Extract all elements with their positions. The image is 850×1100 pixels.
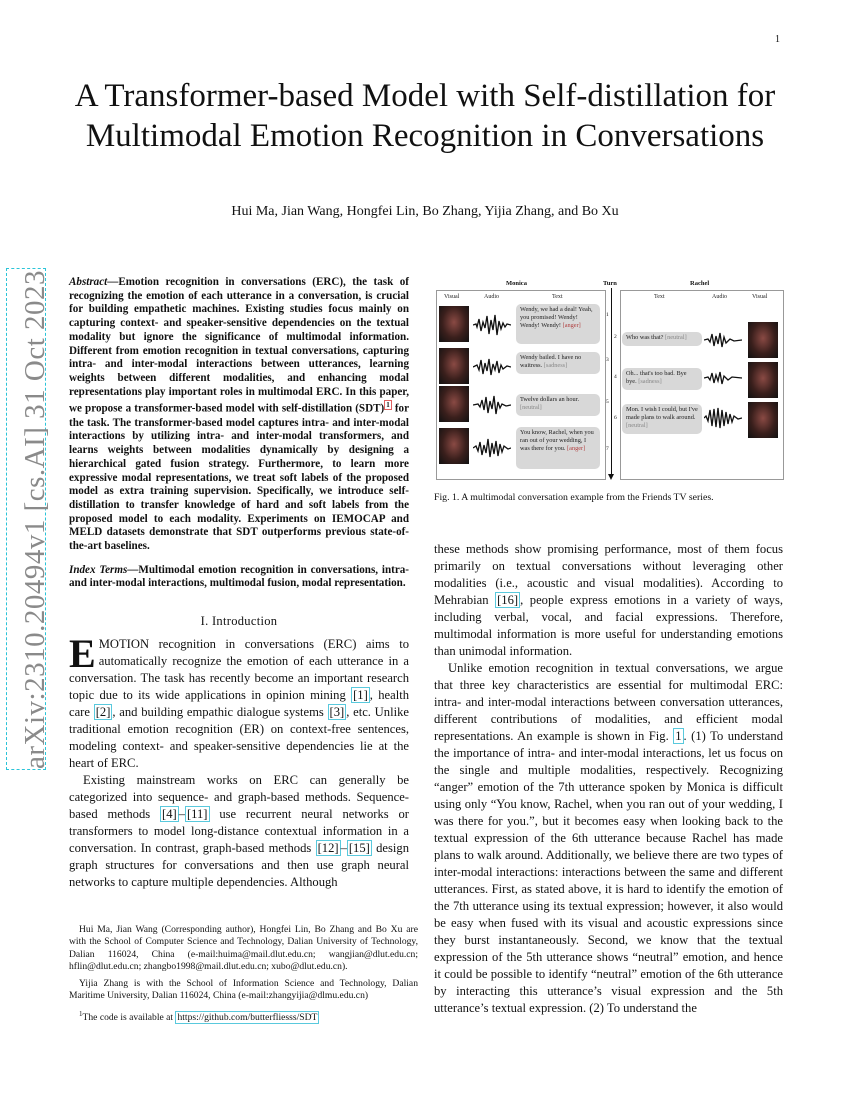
audio-waveform [704,406,742,430]
column-header-text: Text [552,294,563,300]
audio-waveform [473,355,511,379]
audio-waveform [473,393,511,417]
intro-text: MOTION recognition in conversations (ERC) aims to automatically recognize the emotion of each utterance in a conversation. The task has recently become an important research topic due to its wide applications in opinion mining [69,637,409,703]
section-heading-introduction: I. Introduction [200,614,278,629]
right-paragraph-2 [434,660,783,1017]
column-header-visual: Visual [752,294,768,300]
emotion-label: [sadness] [543,362,568,370]
turn-tick: 1 [606,312,609,318]
citation-link[interactable]: [4] [162,807,177,822]
column-header-visual: Visual [444,294,460,300]
utterance-bubble [516,352,600,374]
monica-face-image [439,428,469,464]
utterance-bubble [516,394,600,416]
page-number: 1 [775,34,780,45]
code-footnote [69,1008,418,1024]
utterance-text: Mon. I wish I could, but I've made plans to walk around. [626,406,698,422]
arxiv-identifier[interactable]: arXiv:2310.20494v1 [cs.AI] 31 Oct 2023 [19,269,51,769]
index-terms [69,564,409,591]
column-header-audio: Audio [712,294,727,300]
utterance-bubble [516,427,600,469]
body-text: these methods show promising performance, most of them focus primarily on textual conversations without leveraging other modalities (i.e., acoustic and visual modalities). According to Mehrabian [434,542,783,607]
body-text: Unlike emotion recognition in textual conversations, we argue that three key characteristics are essential for multimodal ERC: intra- and inter-modal interactions between conversation utterances, different contributions of modalities, and efficient modal representations. An example is shown in Fig. [434,661,783,743]
abstract-text-after: for the task. The transformer-based model captures intra- and inter-modal interactions by utilizing intra- and inter-modal transformers, and learns weights between modalities dynamically by designing a hierarchical gated fusion strategy. Furthermore, to learn more expressive modal representations, we treat soft labels of the proposed model as extra training supervision. Specifically, we introduce self-distillation to transfer knowledge of hard and soft labels from the proposed model to each modality. Experiments on IEMOCAP and MELD datasets demonstrate that SDT outperforms previous state-of-the-art baselines. [69,403,409,553]
rachel-face-image [748,402,778,438]
citation-link[interactable]: [1] [353,688,368,703]
affiliation-footnote-2: Yijia Zhang is with the School of Information Science and Technology, Dalian Maritime University, Dalian 116024, China (e-mail:zhangyijia@dlmu.edu.cn) [69,978,418,1002]
monica-face-image [439,348,469,384]
emotion-label: [neutral] [665,334,687,341]
body-text: , people express emotions in a variety of ways, including verbal, vocal, and facial expressions. Therefore, multimodal information is more useful for understanding emotions than unimodal information. [434,593,783,658]
monica-face-image [439,306,469,342]
intro-text: , health care [69,688,409,720]
rachel-face-image [748,322,778,358]
turn-axis [611,288,612,476]
utterance-bubble [622,332,702,346]
utterance-text: You know, Rachel, when you ran out of your wedding, I was there for you. [520,429,594,453]
footnote-mark[interactable]: 1 [386,401,390,410]
code-footnote-text: The code is available at [82,1011,176,1023]
intro-text: , and building empathic dialogue systems [112,705,328,720]
utterance-text: Who was that? [626,334,664,341]
affiliation-footnote-1: Hui Ma, Jian Wang (Corresponding author), Hongfei Lin, Bo Zhang and Bo Xu are with the School of Computer Science and Technology, Dalian University of Technology, Dalian 116024, China (e-mail:huima@mail.dlut.edu.cn; wangjian@dlut.edu.cn; hflin@dlut.edu.cn; zhangbo1998@mail.dlut.edu.cn; xubo@dlut.edu.cn). [69,924,418,972]
body-text: . (1) To understand the importance of intra- and inter-modal interactions, let us focus on the single and multiple modalities, respectively. Recognizing “anger” emotion of the 7th utterance spoken by Monica is difficult using only “You know, Rachel, when you ran out of your wedding, I was there for you.”, but it becomes easy when looking back to the textual expression of the 6th utterance because Rachel has made plans to walk around. Additionally, we believe there are two types of inter-modal interactions: interactions between the same and different utterances. First, as stated above, it is hard to identify the emotion of the 7th utterance using its textual expression; however, it also would be easy when fused with its visual and acoustic expressions since they burst instantaneously. Second, we know that the textual expression of the 5th utterance shows “neutral” emotion, and hence it could be possible to identify “neutral” emotion of the 6th utterance by interacting this utterance’s visual expression and the 5th utterance’s textual expression. (2) To understand the [434,729,783,1015]
abstract [69,276,409,554]
audio-waveform [473,313,511,337]
intro-paragraph-1 [69,631,409,772]
monica-face-image [439,386,469,422]
citation-link[interactable]: [16] [497,593,519,607]
utterance-text: Oh... that's too bad. Bye bye. [626,370,687,386]
emotion-label: [sadness] [638,378,662,386]
audio-waveform [473,436,511,460]
abstract-label: Abstract [69,276,108,288]
footnote-number: 1 [79,1009,83,1018]
footnotes [69,924,418,1029]
turn-tick: 4 [614,374,617,380]
rachel-face-image [748,362,778,398]
emotion-label: [neutral] [626,422,648,430]
figure-reference-link[interactable]: 1 [675,729,682,743]
range-dash: – [178,807,185,822]
author-list: Hui Ma, Jian Wang, Hongfei Lin, Bo Zhang, Yijia Zhang, and Bo Xu [231,204,619,219]
intro-text: design graph structures for conversations and then use graph neural networks to capture multiple dependencies. Although [69,841,409,890]
turn-tick: 2 [614,334,617,340]
turn-tick: 5 [606,399,609,405]
intro-paragraph-2 [69,772,409,891]
emotion-label: [anger] [567,445,586,453]
emotion-label: [neutral] [520,404,542,412]
drop-cap: E [69,631,96,677]
speaker-label-rachel: Rachel [690,280,710,287]
citation-link[interactable]: [11] [186,807,208,822]
utterance-bubble [622,404,702,434]
audio-waveform [704,366,742,390]
left-column [69,276,409,891]
speaker-label-monica: Monica [506,280,527,287]
utterance-text: Wendy bailed. I have no waitress. [520,354,582,370]
code-url-link[interactable]: https://github.com/butterfliesss/SDT [177,1011,318,1023]
index-terms-label: Index Terms [69,563,128,576]
intro-text: , etc. Unlike traditional emotion recognition (ER) on context-free sentences, modeling context- and speaker-sensitive dependencies lie at the heart of ERC. [69,705,409,771]
column-header-audio: Audio [484,294,499,300]
abstract-text: —Emotion recognition in conversations (ERC), the task of recognizing the emotion of each utterance in a conversation, is crucial for building empathetic machines. Existing studies focus mainly on capturing context- and speaker-sensitive dependencies on the textual modality but ignore the significance of multimodal information. Different from emotion recognition in textual conversations, capturing intra- and inter-modal interactions between utterances, learning weights between different modalities, and enhancing modal representations play important roles in multimodal ERC. In this paper, we propose a transformer-based model with self-distillation (SDT) [69,276,409,416]
intro-text: Existing mainstream works on ERC can generally be categorized into sequence- and graph-based methods. Sequence-based methods [69,773,409,822]
turn-tick: 7 [606,446,609,452]
index-terms-text: —Multimodal emotion recognition in conversations, intra- and inter-modal interactions, multimodal fusion, modal representation. [69,563,409,590]
utterance-text: Wendy, we had a deal! Yeah, you promised! Wendy! Wendy! Wendy! [520,306,593,330]
turn-label: Turn [603,280,617,287]
utterance-text: Twelve dollars an hour. [520,396,580,403]
citation-link[interactable]: [3] [329,705,345,720]
figure-caption: Fig. 1. A multimodal conversation example from the Friends TV series. [434,492,714,503]
turn-tick: 6 [614,415,617,421]
right-column [434,541,783,1017]
utterance-bubble [516,304,600,344]
citation-link[interactable]: [15] [348,841,370,856]
emotion-label: [anger] [562,322,581,330]
figure-1 [436,278,782,484]
turn-tick: 3 [606,357,609,363]
intro-text: use recurrent neural networks or transformers to model long-distance contextual information in a conversation. In contrast, graph-based methods [69,807,409,856]
paper-title: A Transformer-based Model with Self-distillation for Multimodal Emotion Recognition in Conversations [74,78,776,154]
right-paragraph-1 [434,541,783,660]
citation-link[interactable]: [12] [317,841,339,856]
range-dash: – [340,841,347,856]
audio-waveform [704,328,742,352]
turn-arrow-icon [608,474,614,480]
utterance-bubble [622,368,702,390]
citation-link[interactable]: [2] [95,705,111,720]
column-header-text: Text [654,294,665,300]
